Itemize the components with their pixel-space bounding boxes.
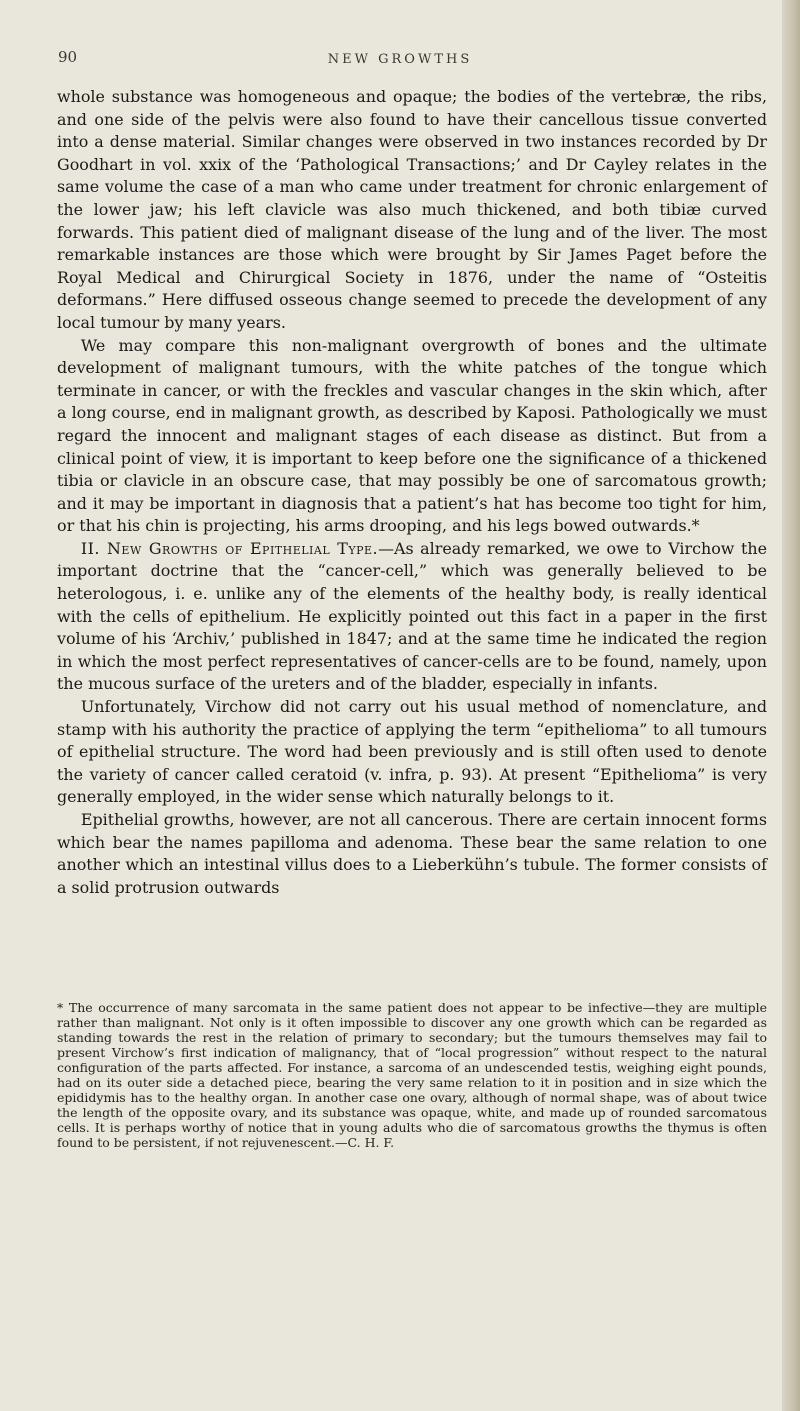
paragraph-2: We may compare this non-malignant overgrowth of bones and the ultimate development of malignant tumours, with the white patches of the tongue which terminate in cancer, or with the freckles and vascular changes in the skin which, after a long course, end in malignant growth, as described by Kaposi. Pathologically we must regard the innocent and malignant stages of each disease as distinct. But from a clinical point of view, it is important to keep before one the significance of a thickened tibia or clavicle in an obscure case, that may possibly be one of sarcomatous growth; and it may be important in diagnosis that a patient’s hat has become too tight for him, or that his chin is projecting, his arms drooping, and his legs bowed outwards.* — [57, 335, 767, 536]
section-heading: II. New Growths of Epithelial Type. — [80, 538, 379, 558]
paragraph-3 — [57, 538, 767, 696]
running-title: NEW GROWTHS — [327, 52, 473, 67]
paragraph-1: whole substance was homogeneous and opaque; the bodies of the vertebræ, the ribs, and one side of the pelvis were also found to have their cancellous tissue converted into a dense material. Similar changes were observed in two instances recorded by Dr Goodhart in vol. xxix of the ‘Pathological Transactions;’ and Dr Cayley relates in the same volume the case of a man who came under treatment for chronic enlargement of the lower jaw; his left clavicle was also much thickened, and both tibiæ curved forwards. This patient died of malignant disease of the lung and of the liver. The most remarkable instances are those which were brought by Sir James Paget before the Royal Medical and Chirurgical Society in 1876, under the name of “Osteitis deformans.” Here diffused osseous change seemed to precede the development of any local tumour by many years. — [57, 87, 767, 332]
page-number: 90 — [58, 48, 78, 66]
paragraph-4: Unfortunately, Virchow did not carry out his usual method of nomenclature, and stamp with his authority the practice of applying the term “epithelioma” to all tumours of epithelial structure. The word had been previously and is still often used to denote the variety of cancer called ceratoid (v. infra, p. 93). At present “Epithelioma” is very generally employed, in the wider sense which naturally belongs to it. — [57, 697, 767, 807]
paragraph-5: Epithelial growths, however, are not all cancerous. There are certain innocent forms which bear the names papilloma and adenoma. These bear the same relation to one another which an intestinal villus does to a Lieberkühn’s tubule. The former consists of a solid protrusion outwards — [57, 810, 767, 897]
body-text — [57, 86, 767, 899]
page-edge — [782, 0, 800, 1411]
footnote: * The occurrence of many sarcomata in the same patient does not appear to be infective—they are multiple rather than malignant. Not only is it often impossible to discover any one growth which can be regarded as standing towards the rest in the relation of primary to secondary; but the tumours themselves may fail to present Virchow’s first indication of malignancy, that of “local progression” without respect to the natural configuration of the parts affected. For instance, a sarcoma of an undescended testis, weighing eight pounds, had on its outer side a detached piece, bearing the very same relation to it in position and in size which the epididymis has to the healthy organ. In another case one ovary, although of normal shape, was of about twice the length of the opposite ovary, and its substance was opaque, white, and made up of rounded sarcomatous cells. It is perhaps worthy of notice that in young adults who die of sarcomatous growths the thymus is often found to be persistent, if not rejuvenescent.—C. H. F. — [57, 1000, 767, 1150]
paragraph-3-body: —As already remarked, we owe to Virchow the important doctrine that the “cancer-cell,” which was generally believed to be heterologous, i. e. unlike any of the elements of the healthy body, is really identical with the cells of epithelium. He explicitly pointed out this fact in a paper in the first volume of his ‘Archiv,’ published in 1847; and at the same time he indicated the region in which the most perfect representatives of cancer-cells are to be found, namely, upon the mucous surface of the ureters and of the bladder, especially in infants. — [57, 538, 767, 694]
